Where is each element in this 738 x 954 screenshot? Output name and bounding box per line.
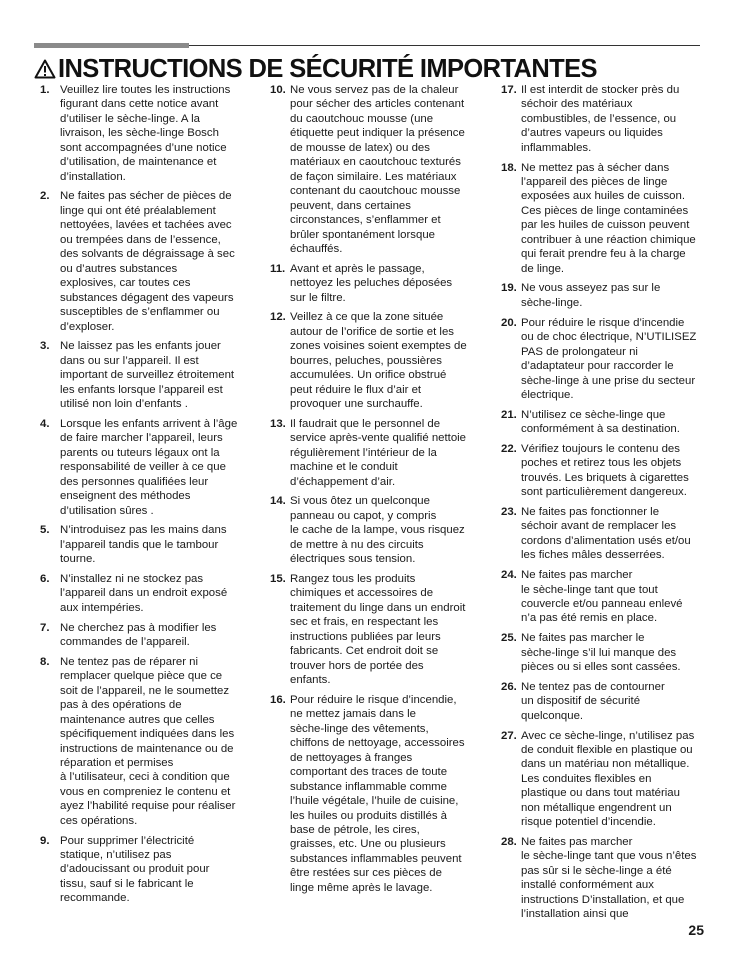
instruction-number: 8. xyxy=(40,655,50,668)
instruction-item xyxy=(270,693,475,895)
instruction-text: Rangez tous les produits chimiques et accessoires de traitement du linge dans un endroit sec et frais, en respectant les instructions publiées par leurs fabricants. Cet endroit doit se trouver hors de portée des enfants. xyxy=(290,572,466,687)
instruction-text: Si vous ôtez un quelconque panneau ou capot, y compris le cache de la lampe, vous risquez de mettre à nu des circuits électriques sous tension. xyxy=(290,495,465,566)
instruction-number: 20. xyxy=(501,316,517,329)
instruction-item xyxy=(40,339,240,411)
instruction-number: 7. xyxy=(40,621,50,634)
instruction-item xyxy=(270,262,475,305)
instruction-text: Ne faites pas marcher le sèche-linge s’il lui manque des pièces ou si elles sont cassées. xyxy=(521,632,681,674)
instruction-text: Ne faites pas marcher le sèche-linge tant que vous n’êtes pas sûr si le sèche-linge a été installé conformément aux instructions D’installation, et que l’installation ainsi que xyxy=(521,836,697,921)
instruction-text: Ne cherchez pas à modifier les commandes de l’appareil. xyxy=(60,621,217,649)
instruction-item xyxy=(40,189,240,334)
page-number: 25 xyxy=(688,922,704,938)
instruction-text: Ne faites pas marcher le sèche-linge tant que tout couvercle et/ou panneau enlevé n’a pas été remis en place. xyxy=(521,569,683,625)
instruction-item xyxy=(501,83,707,155)
instruction-item xyxy=(270,83,475,256)
instruction-item xyxy=(501,442,707,500)
instruction-text: N’installez ni ne stockez pas l’appareil dans un endroit exposé aux intempéries. xyxy=(60,572,228,614)
instruction-text: Pour réduire le risque d’incendie, ne mettez jamais dans le sèche-linge des vêtements, chiffons de nettoyage, accessoires de nettoyages à franges comportant des traces de toute substance inflammable comme l’huile végétale, l’huile de cuisine, les huiles ou produits distillés à base de pétrole, les cires, graisses, etc. Une ou plusieurs substances inflammables peuvent être restées sur ces pièces de linge même après le lavage. xyxy=(290,693,465,894)
instruction-item xyxy=(40,655,240,828)
instruction-number: 12. xyxy=(270,311,286,324)
instruction-item xyxy=(270,572,475,688)
instruction-item xyxy=(40,572,240,615)
instruction-text: Lorsque les enfants arrivent à l’âge de faire marcher l’appareil, leurs parents ou tuteurs légaux ont la responsabilité de veiller à ce que des personnes qualifiées leur enseignent des méthodes d’utilisation sûres . xyxy=(60,417,238,517)
column-2 xyxy=(270,83,475,901)
instruction-item xyxy=(501,835,707,922)
column-3 xyxy=(501,83,707,927)
warning-triangle-icon xyxy=(34,56,56,86)
instruction-text: Veillez à ce que la zone située autour de l’orifice de sortie et les zones voisines soient exemptes de bourres, peluches, poussières accumulées. Un orifice obstrué peut réduire le flux d’air et provoquer une surchauffe. xyxy=(290,311,467,411)
instruction-number: 27. xyxy=(501,729,517,742)
instruction-item xyxy=(40,417,240,518)
instruction-text: Ne mettez pas à sécher dans l’appareil des pièces de linge exposées aux huiles de cuisson. Ces pièces de linge contaminées par les huiles de cuisson peuvent contribuer à une réaction chimique qui ferait prendre feu à la charge de linge. xyxy=(521,161,696,275)
instruction-item xyxy=(270,310,475,411)
page-title xyxy=(34,54,714,86)
instruction-text: Veuillez lire toutes les instructions figurant dans cette notice avant d’utiliser le sèche-linge. A la livraison, les sèche-linge Bosch sont accompagnées d’une notice d’utilisation, de maintenance et d’installation. xyxy=(60,84,231,183)
instruction-number: 21. xyxy=(501,408,517,421)
header-rule-thick xyxy=(34,43,189,48)
instruction-number: 23. xyxy=(501,506,517,519)
instruction-item xyxy=(501,281,707,310)
instruction-item xyxy=(501,729,707,830)
instruction-number: 22. xyxy=(501,442,517,455)
instruction-number: 13. xyxy=(270,417,286,430)
instruction-number: 5. xyxy=(40,524,50,537)
instruction-text: Ne tentez pas de réparer ni remplacer quelque pièce que ce soit de l’appareil, ne le soumettez pas à des opérations de maintenance autres que celles spécifiquement indiquées dans les instructions de maintenance ou de réparation et permises à l’utilisateur, ceci à condition que vous en compreniez le contenu et ayez l’habilité requise pour réaliser ces opérations. xyxy=(60,655,236,827)
instruction-number: 19. xyxy=(501,282,517,295)
instruction-number: 16. xyxy=(270,693,286,706)
instruction-text: N’introduisez pas les mains dans l’appareil tandis que le tambour tourne. xyxy=(60,524,227,566)
instruction-text: N’utilisez ce sèche-linge que conformément à sa destination. xyxy=(521,408,680,436)
instruction-item xyxy=(501,505,707,563)
header-rule-thin xyxy=(189,45,700,46)
instruction-text: Ne faites pas sécher de pièces de linge qui ont été préalablement nettoyées, lavées et tachées avec ou trempées dans de l’essence, des solvants de dégraissage à sec ou d’autres substances explosives, car toutes ces substances dégagent des vapeurs susceptibles de s’enflammer ou d’exploser. xyxy=(60,190,235,333)
instruction-text: Pour réduire le risque d’incendie ou de choc électrique, N’UTILISEZ PAS de prolongateur ni d’adaptateur pour raccorder le sèche-linge à une prise du secteur électrique. xyxy=(521,316,697,401)
instruction-number: 26. xyxy=(501,680,517,693)
instruction-item xyxy=(501,316,707,403)
instruction-number: 3. xyxy=(40,340,50,353)
instruction-text: Ne faites pas fonctionner le séchoir avant de remplacer les cordons d’alimentation usés et/ou les fiches mâles desserrées. xyxy=(521,506,691,562)
instruction-number: 1. xyxy=(40,84,50,96)
instruction-text: Ne laissez pas les enfants jouer dans ou sur l’appareil. Il est important de surveillez étroitement les enfants lorsque l’appareil est utilisé non loin d’enfants . xyxy=(60,340,235,411)
instruction-text: Avant et après le passage, nettoyez les peluches déposées sur le filtre. xyxy=(290,262,453,304)
instruction-number: 10. xyxy=(270,84,286,96)
instruction-item xyxy=(501,568,707,626)
instruction-item xyxy=(40,523,240,566)
instruction-text: Avec ce sèche-linge, n’utilisez pas de conduit flexible en plastique ou dans un matériau non métallique. Les conduites flexibles en plastique ou dans tout matériau non métallique engendrent un risque potentiel d’incendie. xyxy=(521,729,695,829)
instruction-number: 18. xyxy=(501,161,517,174)
instruction-item xyxy=(40,834,240,906)
instruction-item xyxy=(501,408,707,437)
instruction-text: Ne tentez pas de contourner un dispositif de sécurité quelconque. xyxy=(521,680,665,722)
instruction-text: Il est interdit de stocker près du séchoir des matériaux combustibles, de l’essence, ou d’autres vapeurs ou liquides inflammables. xyxy=(521,84,680,154)
instruction-number: 6. xyxy=(40,572,50,585)
instruction-text: Ne vous asseyez pas sur le sèche-linge. xyxy=(521,282,661,309)
instruction-number: 11. xyxy=(270,262,286,275)
instruction-number: 28. xyxy=(501,836,517,849)
column-1 xyxy=(40,83,240,911)
instruction-text: Ne vous servez pas de la chaleur pour sécher des articles contenant du caoutchouc mousse (une étiquette peut indiquer la présence de mousse de latex) ou des matériaux en caoutchouc texturés de façon similaire. Les matériaux contenant du caoutchouc mousse peuvent, dans certaines circonstances, s’enflammer et brûler spontanément lorsque échauffés. xyxy=(290,84,465,255)
instruction-text: Pour supprimer l’électricité statique, n’utilisez pas d’adoucissant ou produit pour tissu, sauf si le fabricant le recommande. xyxy=(60,834,210,905)
instruction-item xyxy=(270,494,475,566)
instruction-text: Vérifiez toujours le contenu des poches et retirez tous les objets trouvés. Les briquets à cigarettes sont particulièrement dangereux. xyxy=(521,442,689,499)
instruction-item xyxy=(501,161,707,277)
instruction-number: 2. xyxy=(40,190,50,203)
instruction-item xyxy=(40,621,240,650)
instruction-number: 4. xyxy=(40,417,50,430)
instruction-item xyxy=(501,680,707,723)
instruction-item xyxy=(501,631,707,674)
page-title-text: INSTRUCTIONS DE SÉCURITÉ IMPORTANTES xyxy=(58,55,597,83)
instruction-number: 24. xyxy=(501,569,517,582)
instruction-number: 9. xyxy=(40,834,50,847)
instruction-item xyxy=(40,83,240,184)
instruction-number: 17. xyxy=(501,84,517,96)
instruction-number: 25. xyxy=(501,632,517,645)
instruction-number: 14. xyxy=(270,495,286,508)
instruction-text: Il faudrait que le personnel de service après-vente qualifié nettoie régulièrement l’intérieur de la machine et le conduit d’échappement d’air. xyxy=(290,417,467,488)
instruction-item xyxy=(270,417,475,489)
instruction-number: 15. xyxy=(270,572,286,585)
